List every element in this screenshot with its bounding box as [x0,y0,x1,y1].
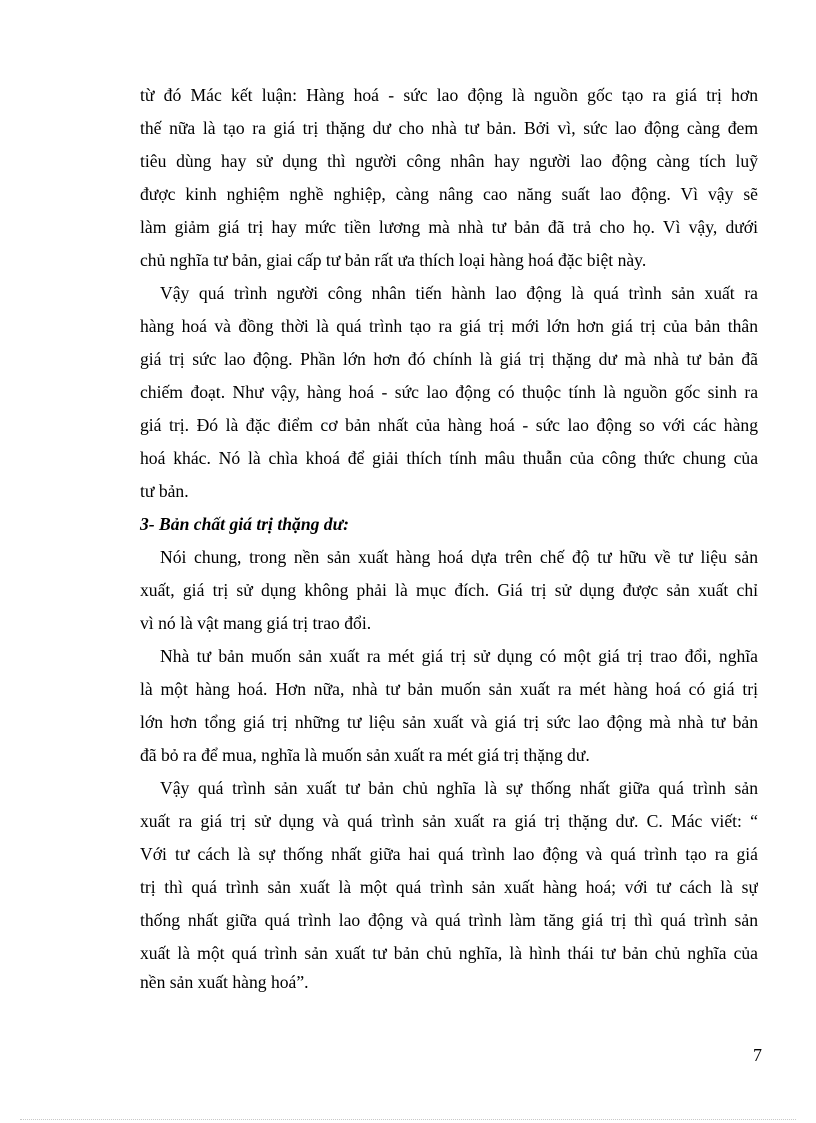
text-line: trị thì quá trình sản xuất là một quá trình sản xuất hàng hoá; với tư cách là sự [140,877,758,897]
text-line: hàng hoá và đồng thời là quá trình tạo ra giá trị mới lớn hơn giá trị của bản thân [140,316,758,336]
text-line: vì nó là vật mang giá trị trao đổi. [140,613,372,633]
text-line: xuất ra giá trị sử dụng và quá trình sản xuất ra giá trị thặng dư. C. Mác viết: “ [140,811,758,831]
text-line: giá trị sức lao động. Phần lớn hơn đó chính là giá trị thặng dư mà nhà tư bản đã [140,349,758,369]
text-line: Vậy quá trình người công nhân tiến hành lao động là quá trình sản xuất ra [160,283,758,303]
text-line: giá trị. Đó là đặc điểm cơ bản nhất của hàng hoá - sức lao động so với các hàng [140,415,758,435]
text-line: Nói chung, trong nền sản xuất hàng hoá dựa trên chế độ tư hữu về tư liệu sản [160,547,758,567]
text-line: thống nhất giữa quá trình lao động và quá trình làm tăng giá trị thì quá trình sản [140,910,758,930]
text-line: chiếm đoạt. Như vậy, hàng hoá - sức lao động có thuộc tính là nguồn gốc sinh ra [140,382,758,402]
text-line: làm giảm giá trị hay mức tiền lương mà nhà tư bản đã trả cho họ. Vì vậy, dưới [140,217,758,237]
footer-divider [20,1119,796,1120]
text-line: đã bỏ ra để mua, nghĩa là muốn sản xuất ra mét giá trị thặng dư. [140,745,590,765]
text-line: Với tư cách là sự thống nhất giữa hai quá trình lao động và quá trình tạo ra giá [140,844,758,864]
text-line: tiêu dùng hay sử dụng thì người công nhân hay người lao động càng tích luỹ [140,151,758,171]
text-line: hoá khác. Nó là chìa khoá để giải thích tính mâu thuẫn của công thức chung của [140,448,758,468]
text-line: từ đó Mác kết luận: Hàng hoá - sức lao động là nguồn gốc tạo ra giá trị hơn [140,85,758,105]
section-heading: 3- Bản chất giá trị thặng dư: [140,514,349,534]
text-line: xuất là một quá trình sản xuất tư bản chủ nghĩa, là hình thái tư bản chủ nghĩa của [140,943,758,963]
text-line: tư bản. [140,481,189,501]
text-line: Nhà tư bản muốn sản xuất ra mét giá trị sử dụng có một giá trị trao đổi, nghĩa [160,646,758,666]
page-number: 7 [753,1045,762,1065]
text-line: Vậy quá trình sản xuất tư bản chủ nghĩa là sự thống nhất giữa quá trình sản [160,778,758,798]
text-line: nền sản xuất hàng hoá”. [140,972,309,992]
text-line: xuất, giá trị sử dụng không phải là mục đích. Giá trị sử dụng được sản xuất chỉ [140,580,758,600]
text-line: thế nữa là tạo ra giá trị thặng dư cho nhà tư bản. Bởi vì, sức lao động càng đem [140,118,758,138]
text-line: lớn hơn tổng giá trị những tư liệu sản xuất và giá trị sức lao động mà nhà tư bản [140,712,758,732]
text-line: được kinh nghiệm nghề nghiệp, càng nâng cao năng suất lao động. Vì vậy sẽ [140,184,758,204]
text-line: là một hàng hoá. Hơn nữa, nhà tư bản muốn sản xuất ra mét hàng hoá có giá trị [140,679,758,699]
text-line: chủ nghĩa tư bản, giai cấp tư bản rất ưa thích loại hàng hoá đặc biệt này. [140,250,647,270]
